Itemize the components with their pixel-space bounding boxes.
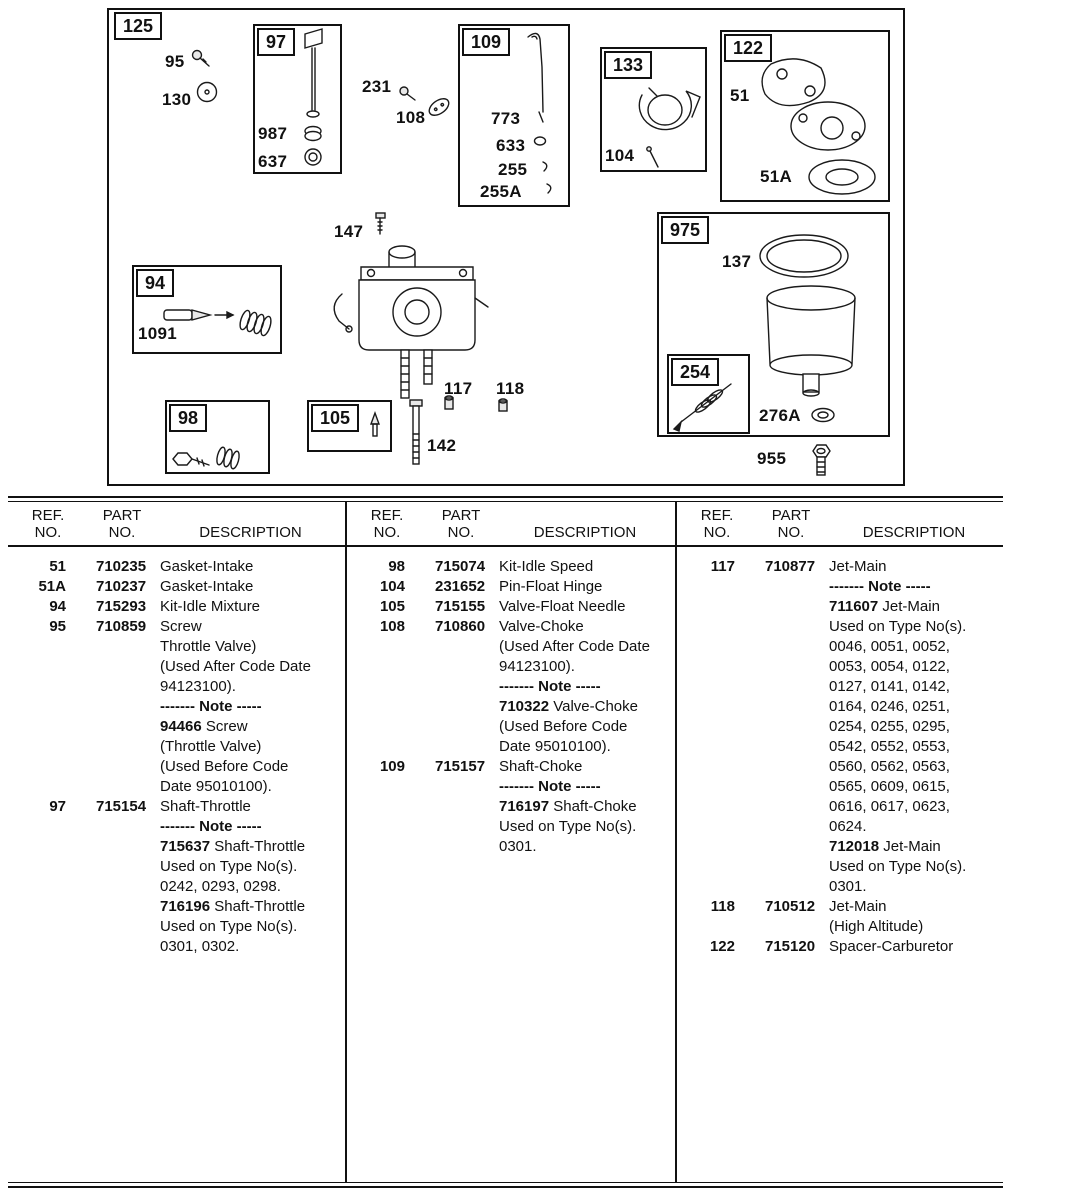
table-row [697, 557, 997, 897]
group-label-122: 122 [724, 34, 772, 62]
part-no: 710237 [96, 578, 147, 595]
callout-51A: 51A [760, 167, 793, 186]
callout-276A: 276A [759, 406, 801, 425]
table-row [367, 577, 669, 597]
callout-633: 633 [496, 136, 526, 155]
screw-231-icon [400, 87, 415, 100]
part-description: Gasket-Intake [160, 578, 254, 595]
part-no: 715155 [435, 598, 486, 615]
table-header [347, 502, 675, 547]
callout-95: 95 [165, 52, 185, 71]
group-label-133: 133 [604, 51, 652, 79]
callout-147: 147 [334, 222, 364, 241]
callout-255: 255 [498, 160, 528, 179]
callout-137: 137 [722, 252, 752, 271]
group-label-109: 109 [462, 28, 510, 56]
callout-130: 130 [162, 90, 192, 109]
table-row [367, 757, 669, 857]
ref-no: 51 [49, 558, 66, 575]
header-ref: REF. NO. [700, 507, 734, 541]
disc-130-icon [198, 83, 217, 102]
choke-valve-108-icon [426, 95, 451, 118]
part-description: Shaft-Throttle ------- Note ----- 715637 Shaft-Throttle Used on Type No(s). 0242, 0293, 0298. 716196 Shaft-Throttle Used on Type No(s). 0301, 0302. [160, 798, 306, 955]
group-box-254 [667, 354, 750, 434]
group-label-105: 105 [311, 404, 359, 432]
part-no: 710512 [765, 898, 816, 915]
part-description: Gasket-Intake [160, 558, 254, 575]
part-description: Kit-Idle Mixture [160, 598, 261, 615]
part-no: 710877 [765, 558, 816, 575]
part-no: 715120 [765, 938, 816, 955]
table-row [697, 897, 997, 937]
header-ref: REF. NO. [31, 507, 65, 541]
table-row [28, 597, 339, 617]
callout-104: 104 [605, 146, 635, 165]
table-row [28, 557, 339, 577]
bolt-142-icon [410, 400, 422, 464]
part-no: 710860 [435, 618, 486, 635]
diagram-panel [107, 8, 905, 486]
callout-637: 637 [258, 152, 288, 171]
group-label-94: 94 [136, 269, 174, 297]
header-description: DESCRIPTION [199, 524, 302, 541]
part-description: Kit-Idle Speed [499, 558, 594, 575]
ref-no: 98 [388, 558, 405, 575]
part-description: Shaft-Choke ------- Note ----- 716197 Shaft-Choke Used on Type No(s). 0301. [499, 758, 637, 855]
part-no: 715293 [96, 598, 147, 615]
table-columns [8, 502, 1003, 1182]
part-description: Jet-Main (High Altitude) [829, 898, 924, 935]
ref-no: 97 [49, 798, 66, 815]
part-description: Jet-Main ------- Note ----- 711607 Jet-Main Used on Type No(s). 0046, 0051, 0052, 0053, 0054, 0122, 0127, 0141, 0142, 0164, 0246, 0251, 0254, 0255, 0295, 0542, 0552, 0553, 0560, 0562, 0563, 0565, 0609, 0615, 0616, 0617, 0623, 0624. 712018 Jet-Main Used on Type No(s). 0301. [829, 558, 967, 895]
jet-118-icon [499, 399, 507, 411]
parts-column-2 [345, 502, 675, 1182]
callout-1091: 1091 [138, 324, 178, 343]
diagram-label-125: 125 [114, 12, 162, 40]
part-no: 710859 [96, 618, 147, 635]
ref-no: 94 [49, 598, 66, 615]
table-header [677, 502, 1003, 547]
callout-142: 142 [427, 436, 457, 455]
ref-no: 117 [710, 558, 735, 575]
parts-rows [677, 547, 1003, 957]
callout-117: 117 [444, 379, 473, 398]
parts-rows [347, 547, 675, 857]
ref-no: 108 [379, 618, 405, 635]
header-part: PART NO. [771, 507, 811, 541]
table-row [28, 797, 339, 957]
part-no: 231652 [435, 578, 486, 595]
screw-147-icon [376, 213, 385, 234]
table-header [8, 502, 345, 547]
ref-no: 95 [49, 618, 66, 635]
callout-255A: 255A [480, 182, 522, 201]
parts-table [8, 496, 1003, 1188]
part-no: 715154 [96, 798, 147, 815]
group-label-98: 98 [169, 404, 207, 432]
table-row [367, 597, 669, 617]
part-description: Pin-Float Hinge [499, 578, 603, 595]
ref-no: 122 [709, 938, 735, 955]
table-row [367, 557, 669, 577]
ref-no: 104 [379, 578, 405, 595]
table-bottom-rule [8, 1182, 1003, 1188]
part-description: Spacer-Carburetor [829, 938, 954, 955]
group-box-98 [165, 400, 270, 474]
callout-51: 51 [730, 86, 750, 105]
group-label-254: 254 [671, 358, 719, 386]
part-no: 710235 [96, 558, 147, 575]
header-part: PART NO. [441, 507, 481, 541]
header-description: DESCRIPTION [862, 524, 966, 541]
callout-231: 231 [362, 77, 392, 96]
ref-no: 118 [710, 898, 735, 915]
table-row [28, 577, 339, 597]
callout-118: 118 [496, 379, 525, 398]
callout-108: 108 [396, 108, 426, 127]
callout-987: 987 [258, 124, 288, 143]
callout-773: 773 [491, 109, 521, 128]
header-part: PART NO. [102, 507, 142, 541]
group-box-105 [307, 400, 392, 452]
table-row [697, 937, 997, 957]
part-no: 715074 [435, 558, 486, 575]
ref-no: 105 [379, 598, 405, 615]
ref-no: 109 [379, 758, 405, 775]
group-label-975: 975 [661, 216, 709, 244]
parts-rows [8, 547, 345, 957]
table-row [367, 617, 669, 757]
carburetor-body [334, 246, 488, 398]
bolt-955-icon [813, 445, 830, 475]
part-no: 715157 [435, 758, 486, 775]
table-row [28, 617, 339, 797]
header-description: DESCRIPTION [533, 524, 637, 541]
screw-95-icon [193, 51, 210, 67]
parts-column-3 [675, 502, 1003, 1182]
header-ref: REF. NO. [370, 507, 404, 541]
parts-column-1 [8, 502, 345, 1182]
callout-955: 955 [757, 449, 787, 468]
group-label-97: 97 [257, 28, 295, 56]
part-description: Valve-Float Needle [499, 598, 626, 615]
ref-no: 51A [38, 578, 66, 595]
part-description: Screw Throttle Valve) (Used After Code Date 94123100). ------- Note ----- 94466 Screw (Throttle Valve) (Used Before Code Date 95010100). [160, 618, 311, 795]
part-description: Valve-Choke (Used After Code Date 94123100). ------- Note ----- 710322 Valve-Choke (Used Before Code Date 95010100). [499, 618, 650, 755]
group-box-122 [720, 30, 890, 202]
